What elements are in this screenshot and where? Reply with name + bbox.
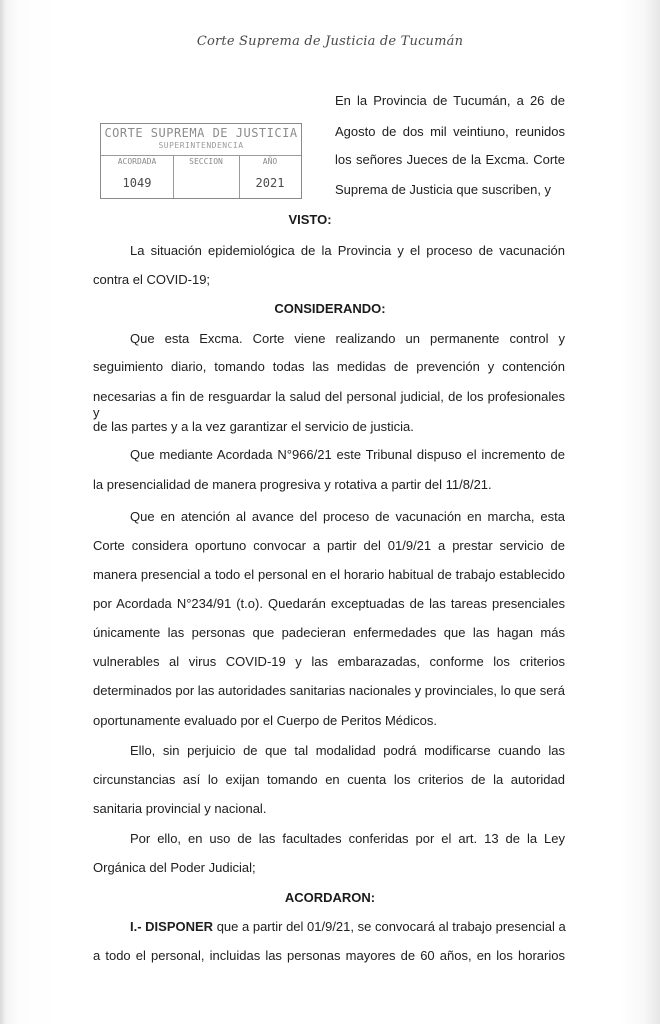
considerando-heading: CONSIDERANDO: xyxy=(274,301,386,316)
intro-line: Agosto de dos mil veintiuno, reunidos xyxy=(335,124,565,139)
stamp-divider xyxy=(101,155,301,156)
court-letterhead: Corte Suprema de Justicia de Tucumán xyxy=(196,34,464,49)
visto-line: contra el COVID-19; xyxy=(93,272,211,287)
acordaron-heading: ACORDARON: xyxy=(284,890,376,905)
acordaron-item1-line: a todo el personal, incluidas las personas mayores de 60 años, en los horarios xyxy=(93,948,565,963)
considerando-p1-line: seguimiento diario, tomando todas las medidas de prevención y contención xyxy=(93,359,565,374)
visto-line: La situación epidemiológica de la Provincia y el proceso de vacunación xyxy=(130,243,565,258)
considerando-p1-line: Que esta Excma. Corte viene realizando un permanente control y xyxy=(130,331,565,346)
stamp-title: CORTE SUPREMA DE JUSTICIA xyxy=(104,126,298,140)
acordaron-item1-line xyxy=(130,919,565,935)
considerando-p4-line: circunstancias así lo exijan tomando en cuenta los criterios de la autoridad xyxy=(93,772,565,787)
intro-line: Suprema de Justicia que suscriben, y xyxy=(335,182,552,197)
considerando-p3-line: por Acordada N°234/91 (t.o). Quedarán exceptuadas de las tareas presenciales xyxy=(93,596,565,611)
considerando-p3-line: oportunamente evaluado por el Cuerpo de Peritos Médicos. xyxy=(93,713,437,728)
acordaron-item1-text: que a partir del 01/9/21, se convocará al trabajo presencial a xyxy=(213,919,566,934)
considerando-p4-line: Ello, sin perjuicio de que tal modalidad podrá modificarse cuando las xyxy=(130,743,565,758)
considerando-p2-line: la presencialidad de manera progresiva y rotativa a partir del 11/8/21. xyxy=(93,477,492,492)
stamp-seccion-label: SECCION xyxy=(189,157,223,166)
intro-line: En la Provincia de Tucumán, a 26 de xyxy=(335,93,565,108)
stamp-acordada-number: 1049 xyxy=(122,176,152,190)
considerando-p3-line: vulnerables al virus COVID-19 y las embarazadas, conforme los criterios xyxy=(93,654,565,669)
stamp-ano-label: AÑO xyxy=(262,157,278,166)
stamp-subtitle: SUPERINTENDENCIA xyxy=(158,141,244,150)
considerando-p3-line: manera presencial a todo el personal en el horario habitual de trabajo establecido xyxy=(93,567,565,582)
registry-stamp xyxy=(100,123,302,199)
considerando-p5-line: Por ello, en uso de las facultades conferidas por el art. 13 de la Ley xyxy=(130,831,565,846)
stamp-acordada-label: ACORDADA xyxy=(117,157,157,166)
considerando-p5-line: Orgánica del Poder Judicial; xyxy=(93,860,256,875)
considerando-p1-line: necesarias a fin de resguardar la salud del personal judicial, de los profesionales y xyxy=(93,389,565,420)
visto-heading: VISTO: xyxy=(288,212,332,227)
considerando-p3-line: únicamente las personas que padecieran enfermedades que las hagan más xyxy=(93,625,565,640)
stamp-ano-value: 2021 xyxy=(255,176,285,190)
considerando-p3-line: Que en atención al avance del proceso de vacunación en marcha, esta xyxy=(130,509,565,524)
considerando-p3-line: determinados por las autoridades sanitarias nacionales y provinciales, lo que será xyxy=(93,683,565,698)
disponer-label: I.- DISPONER xyxy=(130,919,214,934)
considerando-p4-line: sanitaria provincial y nacional. xyxy=(93,801,267,816)
considerando-p1-line: de las partes y a la vez garantizar el servicio de justicia. xyxy=(93,419,414,434)
considerando-p3-line: Corte considera oportuno convocar a partir del 01/9/21 a prestar servicio de xyxy=(93,538,565,553)
intro-line: los señores Jueces de la Excma. Corte xyxy=(335,152,565,167)
considerando-p2-line: Que mediante Acordada N°966/21 este Tribunal dispuso el incremento de xyxy=(130,447,565,462)
